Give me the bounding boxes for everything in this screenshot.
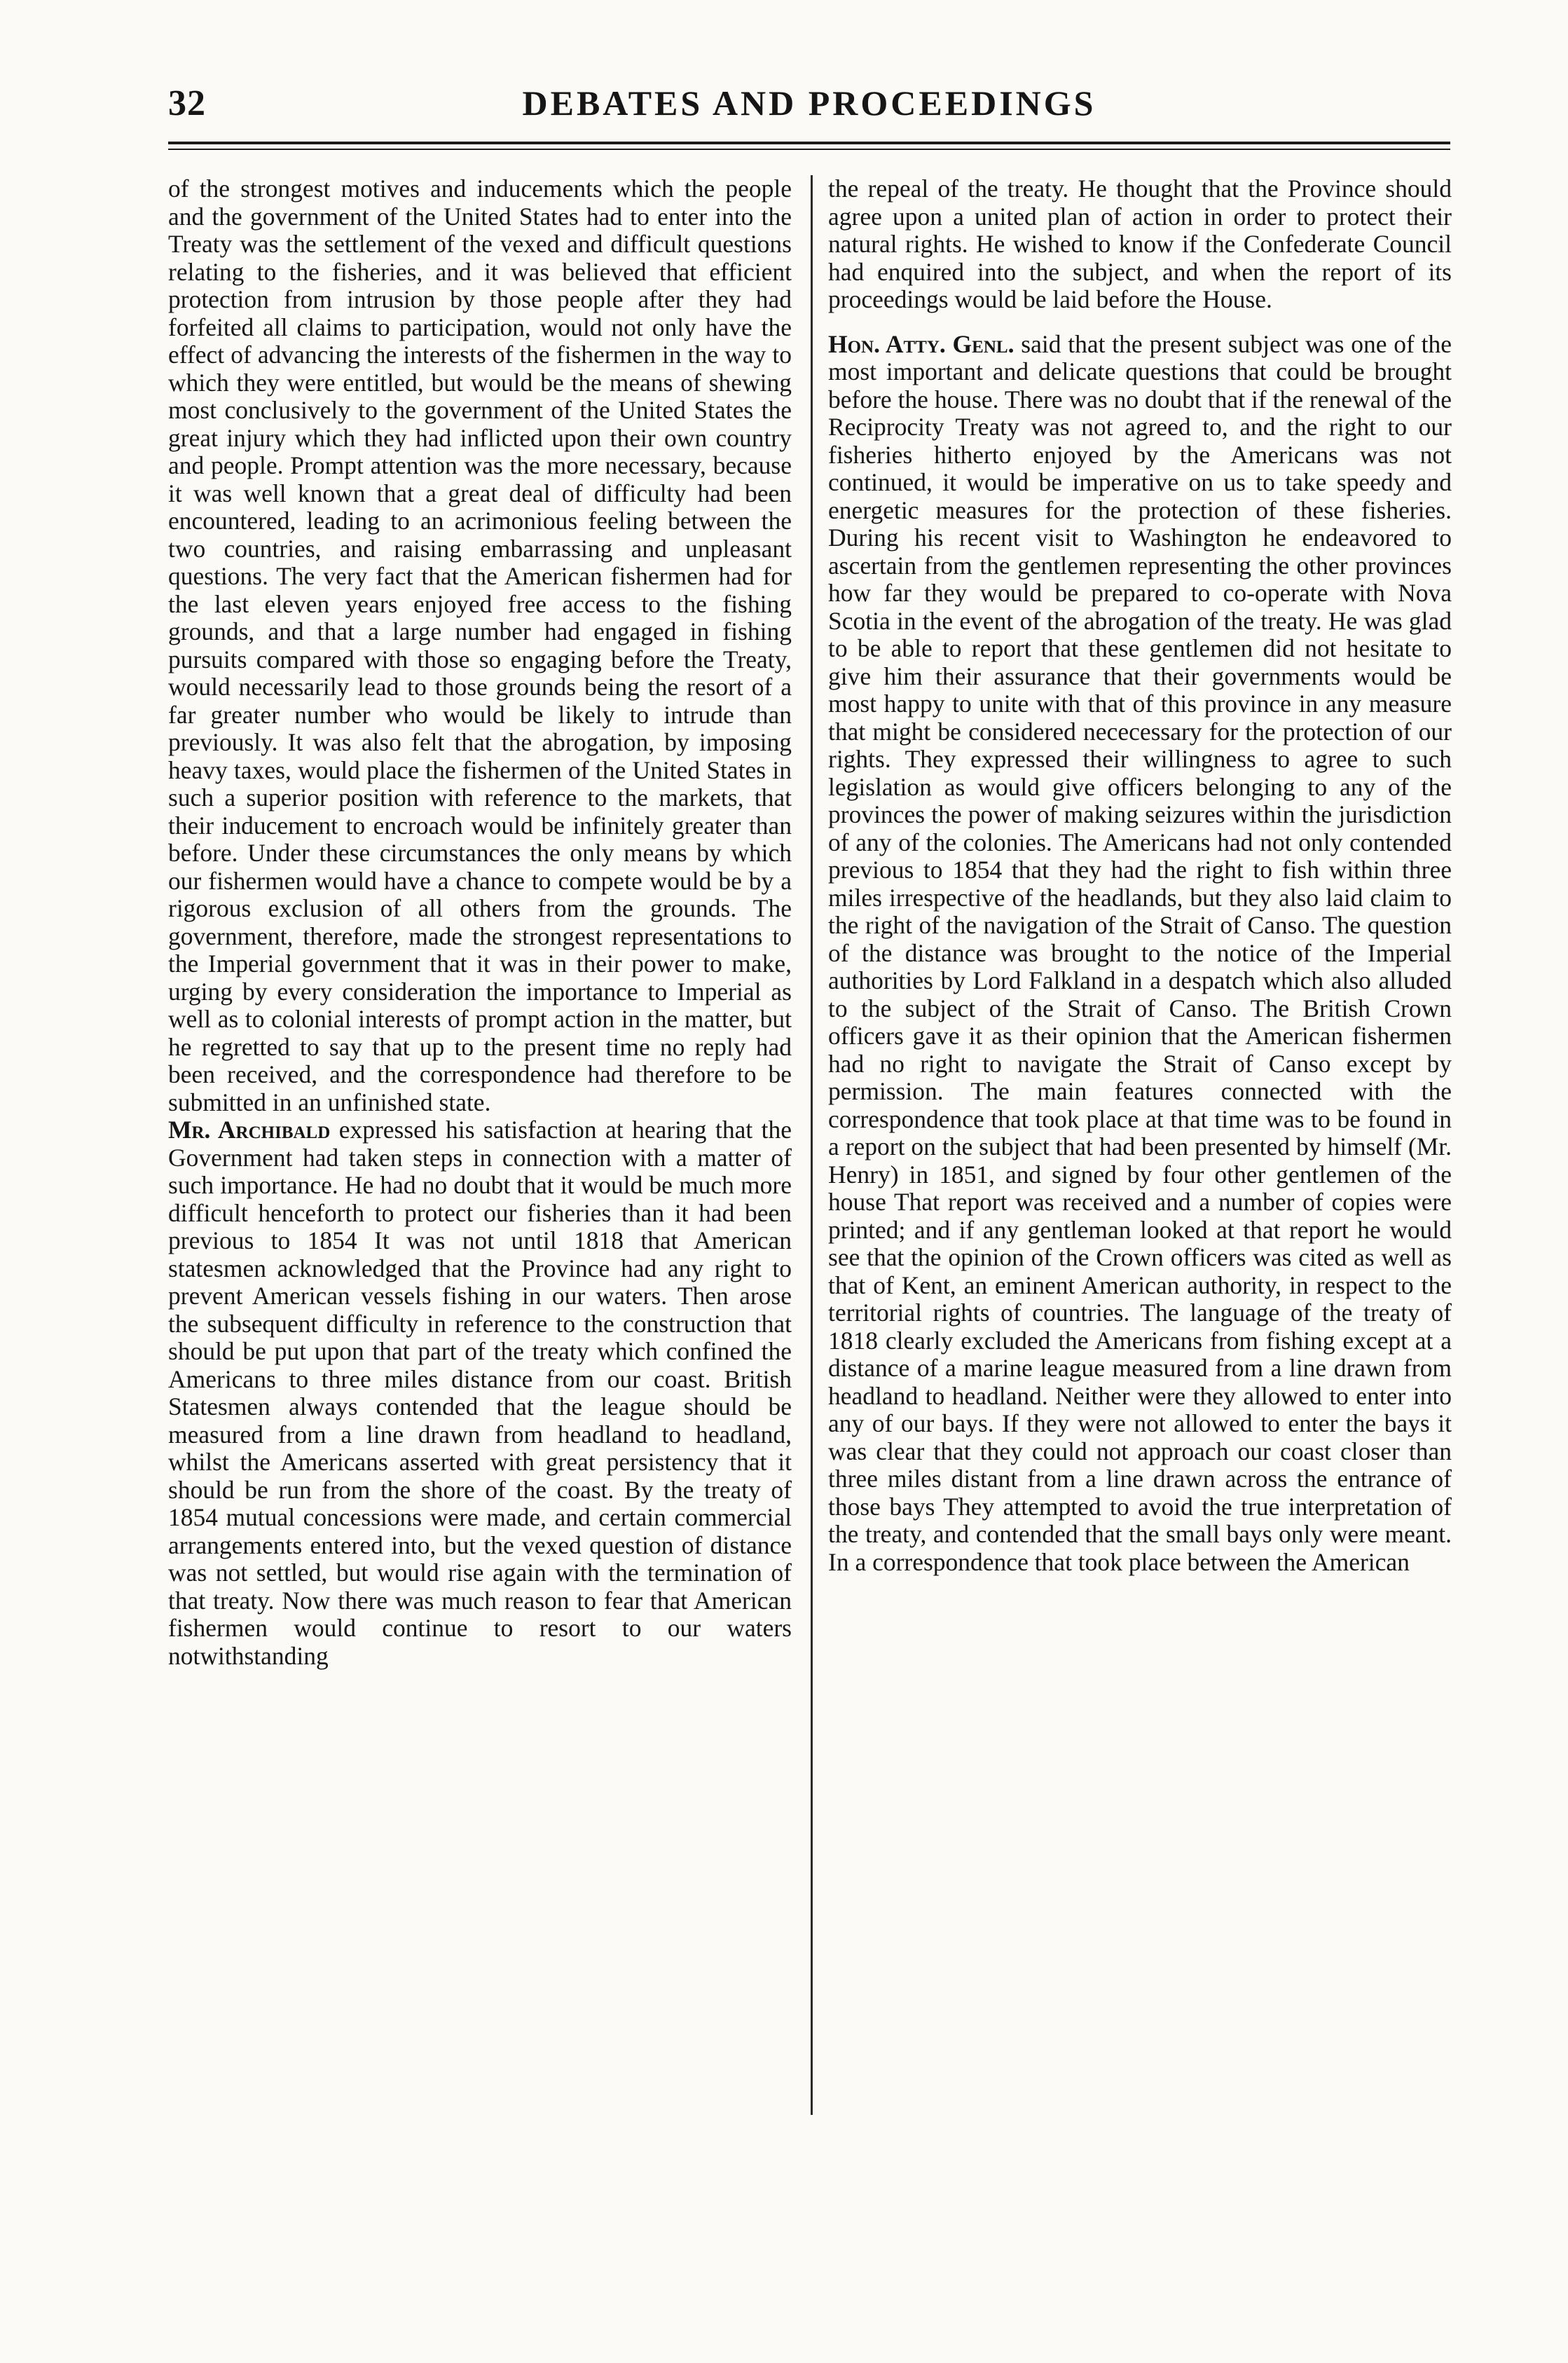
column-divider [811, 175, 813, 2115]
page-number: 32 [168, 83, 206, 123]
paragraph-left-2 [168, 1116, 792, 1670]
paragraph-right-1 [828, 175, 1452, 314]
right-column [828, 175, 1452, 1576]
paragraph-text: of the strongest motives and inducements which the people and the government of the United States had to enter into the Treaty was the settlement of the vexed and difficult questions relating to the fisheries, and it was believed that efficient protection from intrusion by those people after they had forfeited all claims to participation, would not only have the effect of advancing the interests of the fishermen in the way to which they were entitled, but would be the means of shewing most conclusively to the government of the United States the great injury which they had inflicted upon their own country and people. Prompt attention was the more necessary, because it was well known that a great deal of difficulty had been encountered, leading to an acrimonious feeling between the two countries, and raising embarrassing and unpleasant questions. The very fact that the American fishermen had for the last eleven years enjoyed free access to the fishing grounds, and that a large number had engaged in fishing pursuits compared with those so engaging before the Treaty, would necessarily lead to those grounds being the resort of a far greater number who would be likely to intrude than previously. It was also felt that the abrogation, by imposing heavy taxes, would place the fishermen of the United States in such a superior position with reference to the markets, that their inducement to encroach would be infinitely greater than before. Under these circumstances the only means by which our fishermen would have a chance to compete would be by a rigorous exclusion of all others from the grounds. The government, therefore, made the strongest representations to the Imperial government that it was in their power to make, urging by every consideration the importance to Imperial as well as to colonial interests of prompt action in the matter, but he regretted to say that up to the present time no reply had been received, and the correspondence had therefore to be submitted in an unfinished state. [168, 174, 792, 1116]
left-column [168, 175, 792, 1670]
page-header [168, 83, 1450, 133]
paragraph-right-2 [828, 331, 1452, 1577]
paragraph-text: the repeal of the treaty. He thought that the Province should agree upon a united plan of action in order to protect their natural rights. He wished to know if the Confederate Council had enquired into the subject, and when the report of its proceedings would be laid before the House. [828, 174, 1452, 313]
speaker-name: Hon. Atty. Genl. [828, 329, 1015, 358]
header-rule-thick [168, 142, 1450, 144]
paragraph-left-1 [168, 175, 792, 1116]
paragraph-text: said that the present subject was one of the most important and delicate questions that could be brought before the house. There was no doubt that if the renewal of the Reciprocity Treaty was not agreed to, and the right to our fisheries hitherto enjoyed by the Americans was not continued, it would be imperative on us to take speedy and energetic measures for the protection of these fisheries. During his recent visit to Washington he endeavored to ascertain from the gentlemen representing the other provinces how far they would be prepared to co-operate with Nova Scotia in the event of the abrogation of the treaty. He was glad to be able to report that these gentlemen did not hesitate to give him their assurance that their governments would be most happy to unite with that of this province in any measure that might be considered nececessary for the protection of our rights. They expressed their willingness to agree to such legislation as would give officers belonging to any of the provinces the power of making seizures within the jurisdiction of any of the colonies. The Americans had not only contended previous to 1854 that they had the right to fish within three miles irrespective of the headlands, but they also laid claim to the right of the navigation of the Strait of Canso. The question of the distance was brought to the notice of the Imperial authorities by Lord Falkland in a despatch which also alluded to the subject of the Strait of Canso. The British Crown officers gave it as their opinion that the American fishermen had no right to navigate the Strait of Canso except by permission. The main features connected with the correspondence that took place at that time was to be found in a report on the subject that had been presented by himself (Mr. Henry) in 1851, and signed by four other gentlemen of the house That report was received and a number of copies were printed; and if any gentleman looked at that report he would see that the opinion of the Crown officers was cited as well as that of Kent, an eminent American authority, in respect to the territorial rights of countries. The language of the treaty of 1818 clearly excluded the Americans from fishing except at a distance of a marine league measured from a line drawn from headland to headland. Neither were they allowed to enter into any of our bays. If they were not allowed to enter the bays it was clear that they could not approach our coast closer than three miles distant from a line drawn across the entrance of those bays They attempted to avoid the true interpretation of the treaty, and contended that the small bays only were meant. In a correspondence that took place between the American [828, 329, 1452, 1576]
header-rule-thin [168, 149, 1450, 150]
paragraph-text: expressed his satisfaction at hearing that the Government had taken steps in connection with a matter of such importance. He had no doubt that it would be much more difficult henceforth to protect our fisheries than it had been previous to 1854 It was not until 1818 that American statesmen acknowledged that the Province had any right to prevent American vessels fishing in our waters. Then arose the subsequent difficulty in reference to the construction that should be put upon that part of the treaty which confined the Americans to three miles distance from our coast. British Statesmen always contended that the league should be measured from a line drawn from headland to headland, whilst the Americans asserted with great persistency that it should be run from the shore of the coast. By the treaty of 1854 mutual concessions were made, and certain commercial arrangements entered into, but the vexed question of distance was not settled, but would rise again with the termination of that treaty. Now there was much reason to fear that American fishermen would continue to resort to our waters notwithstanding [168, 1116, 792, 1670]
speaker-name: Mr. Archibald [168, 1116, 331, 1144]
running-title: DEBATES AND PROCEEDINGS [522, 83, 1096, 123]
